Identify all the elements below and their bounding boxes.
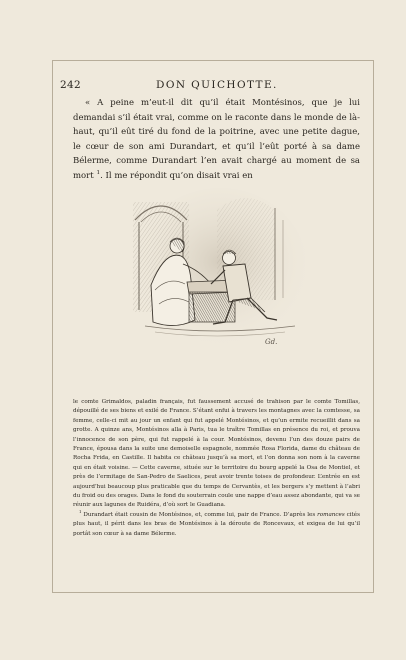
footnote-1-after: cités plus haut, il périt dans les bras de Montésinos à la déroute de Roncevaux, et exigea de lui qu’il portât son cœur à sa dame Bélerme. bbox=[73, 511, 360, 537]
footnote-1-before: Durandart était cousin de Montésinos, et, comme lui, pair de France. D’après les bbox=[83, 511, 316, 518]
engraving-illustration bbox=[125, 180, 305, 360]
footnotes bbox=[73, 398, 360, 539]
footnote-1-mark: 1 bbox=[79, 509, 82, 515]
running-title: DON QUICHOTTE. bbox=[156, 79, 278, 91]
main-paragraph-end: . Il me répondit qu’on disait vrai en bbox=[100, 170, 253, 181]
footnote-1-italic: romances bbox=[317, 511, 345, 518]
footnote-1 bbox=[73, 511, 360, 539]
main-paragraph bbox=[73, 96, 360, 184]
page-number: 242 bbox=[60, 79, 81, 91]
footnote-reference: 1 bbox=[96, 169, 101, 177]
main-paragraph-text: « A peine m’eut-il dit qu’il était Montésinos, que je lui demandai s’il était vrai, comme on le raconte dans le monde de là-haut, qu’il eût tiré du fond de la poitrine, avec une petite dague, le cœur de son ami Durandart, et qu’il l’eût porté à sa dame Bélerme, comme Durandart l’en avait chargé au moment de sa mort bbox=[73, 98, 360, 181]
page-header bbox=[60, 79, 366, 93]
main-text bbox=[73, 96, 360, 184]
footnote-continuation: le comte Grimaldos, paladin français, fut faussement accusé de trahison par le comte Tomillas, dépouillé de ses biens et exilé de France. S’étant enfui à travers les montagnes avec la comtesse, sa femme, celle-ci mit au jour un enfant qui fut appelé Montésinos, et qu’un ermite recueillit dans sa grotte. A quinze ans, Montésinos alla à Paris, tua le traître Tomillas en présence du roi, et prouva l’innocence de son père, qui fut rappelé à la cour. Montésinos, devenu l’un des douze pairs de France, épousa dans la suite une demoiselle espagnole, nommée Rosa Florida, dame du château de Rocha Frida, en Castille. Il habita ce château jusqu’à sa mort, et l’on donna son nom à la caverne qui en était voisine. — Cette caverne, située sur le territoire du bourg appelé la Osa de Montiel, et près de l’ermitage de San-Pedro de Saelices, peut avoir trente toises de profondeur. L’entrée en est aujourd’hui beaucoup plus praticable que du temps de Cervantès, et les bergers s’y mettent à l’abri du froid ou des orages. Dans le fond du souterrain coule une nappe d’eau assez abondante, qui va se réunir aux lagunes de Ruidéra, d’où sort le Guadiana. bbox=[73, 399, 360, 509]
illustration-signature: Gd. bbox=[265, 338, 278, 346]
